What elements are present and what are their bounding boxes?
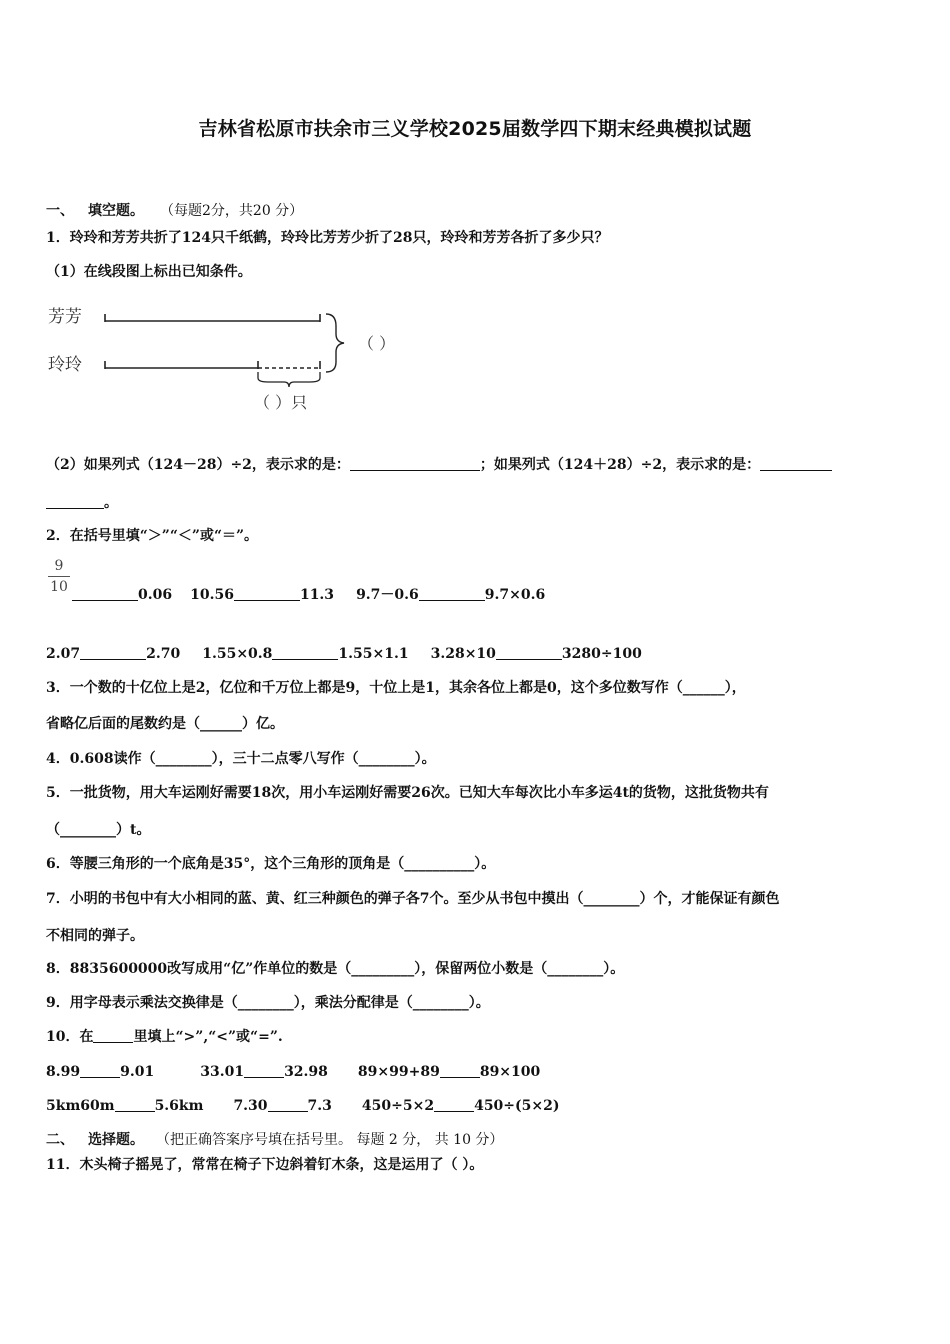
q2-row-2 [46,645,642,663]
compare-blank[interactable] [272,646,338,660]
difference-blank: （ ）只 [254,393,308,412]
compare-blank[interactable] [80,646,146,660]
compare-blank[interactable] [440,1064,480,1078]
q10-row-2 [46,1097,560,1115]
line-segment-diagram [40,298,440,423]
compare-term: 3.28×10 [430,646,496,662]
compare-term: 0.06 [138,587,173,603]
q11-text: 11．木头椅子摇晃了，常常在椅子下边斜着钉木条，这是运用了（ ）。 [46,1157,484,1173]
q5-line-2: （________）t。 [46,822,151,838]
fangfang-segment [105,314,320,322]
q7-line-2: 不相同的弹子。 [46,928,144,944]
compare-term: 2.70 [146,646,181,662]
q3-line-1: 3．一个数的十亿位上是2，亿位和千万位上都是9，十位上是1，其余各位上都是0，这个多位数写作（______）， [46,680,746,696]
q1-answer-blank-2[interactable] [760,457,832,471]
compare-blank[interactable] [268,1098,308,1112]
fraction-numerator: 9 [54,558,64,574]
compare-blank[interactable] [115,1098,155,1112]
page-title: 吉林省松原市扶余市三义学校2025届数学四下期末经典模拟试题 [198,118,752,140]
q1-part2: （2）如果列式（124－28）÷2，表示求的是： ；如果列式（124＋28）÷2，表示求的是： [46,456,832,474]
section-1-note: （每题2分，共20 分） [160,203,304,219]
lingling-segment [105,361,320,369]
section-2-number: 二、 [46,1132,74,1148]
compare-term: 5km60m [46,1098,115,1114]
compare-term: 7.30 [233,1098,268,1114]
compare-term: 32.98 [284,1064,328,1080]
compare-blank[interactable] [80,1064,120,1078]
diagram-label-fangfang: 芳芳 [48,307,82,327]
compare-term: 10.56 [190,587,234,603]
compare-term: 9.7×0.6 [484,587,546,603]
section-2-name: 选择题。 [88,1132,144,1148]
total-brace [326,314,344,372]
q1-part1: （1）在线段图上标出已知条件。 [46,264,252,280]
q5-line-1: 5．一批货物，用大车运刚好需要18次，用小车运刚好需要26次。已知大车每次比小车多运4t的货物，这批货物共有 [46,785,769,801]
compare-blank[interactable] [419,587,485,601]
q8-text: 8．8835600000改写成用“亿”作单位的数是（_________），保留两位小数是（________）。 [46,961,625,977]
q2-row-1 [72,586,545,604]
compare-term: 450÷(5×2) [474,1098,560,1114]
q10-example-blank [93,1029,133,1043]
compare-term: 89×100 [479,1064,541,1080]
compare-term: 9.01 [120,1064,155,1080]
fraction-nine-tenths [46,558,72,595]
compare-term: 3280÷100 [561,646,642,662]
q10-text: 10．在 里填上“>”,“<”或“=”. [46,1029,283,1045]
compare-blank[interactable] [72,587,138,601]
compare-term: 450÷5×2 [361,1098,435,1114]
q3-line-2: 省略亿后面的尾数约是（______）亿。 [46,716,284,732]
diagram-label-lingling: 玲玲 [48,355,82,375]
section-1-name: 填空题。 [88,203,144,219]
compare-term: 7.3 [307,1098,332,1114]
section-2-header [46,1131,503,1149]
q2-text: 2．在括号里填“＞”“＜”或“＝”。 [46,528,259,544]
compare-term: 2.07 [46,646,81,662]
section-1-header [46,202,303,220]
q4-text: 4．0.608读作（________），三十二点零八写作（________）。 [46,751,436,767]
q1-text: 1．玲玲和芳芳共折了124只千纸鹤，玲玲比芳芳少折了28只，玲玲和芳芳各折了多少只？ [46,230,609,246]
compare-blank[interactable] [244,1064,284,1078]
compare-term: 5.6km [154,1098,204,1114]
fraction-denominator: 10 [50,579,68,595]
q6-text: 6．等腰三角形的一个底角是35°，这个三角形的顶角是（__________）。 [46,856,496,872]
compare-term: 11.3 [299,587,335,603]
compare-blank[interactable] [434,1098,474,1112]
q9-text: 9．用字母表示乘法交换律是（________），乘法分配律是（________）。 [46,995,490,1011]
compare-term: 33.01 [200,1064,245,1080]
compare-blank[interactable] [496,646,562,660]
compare-term: 8.99 [46,1064,81,1080]
compare-term: 1.55×0.8 [202,646,273,662]
q1-answer-blank-2-cont[interactable] [46,495,104,509]
compare-term: 9.7－0.6 [356,587,419,603]
brace-blank: （ ） [358,334,396,353]
difference-brace [258,372,320,387]
q1-answer-blank-1[interactable] [350,457,480,471]
compare-term: 89×99+89 [357,1064,440,1080]
section-2-note: （把正确答案序号填在括号里。 每题 2 分， 共 10 分） [156,1132,504,1148]
q1-part2-continued: 。 [46,494,118,512]
compare-term: 1.55×1.1 [338,646,409,662]
compare-blank[interactable] [234,587,300,601]
q7-line-1: 7．小明的书包中有大小相同的蓝、黄、红三种颜色的弹子各7个。至少从书包中摸出（________）个，才能保证有颜色 [46,891,780,907]
q10-row-1 [46,1063,540,1081]
section-1-number: 一、 [46,203,74,219]
